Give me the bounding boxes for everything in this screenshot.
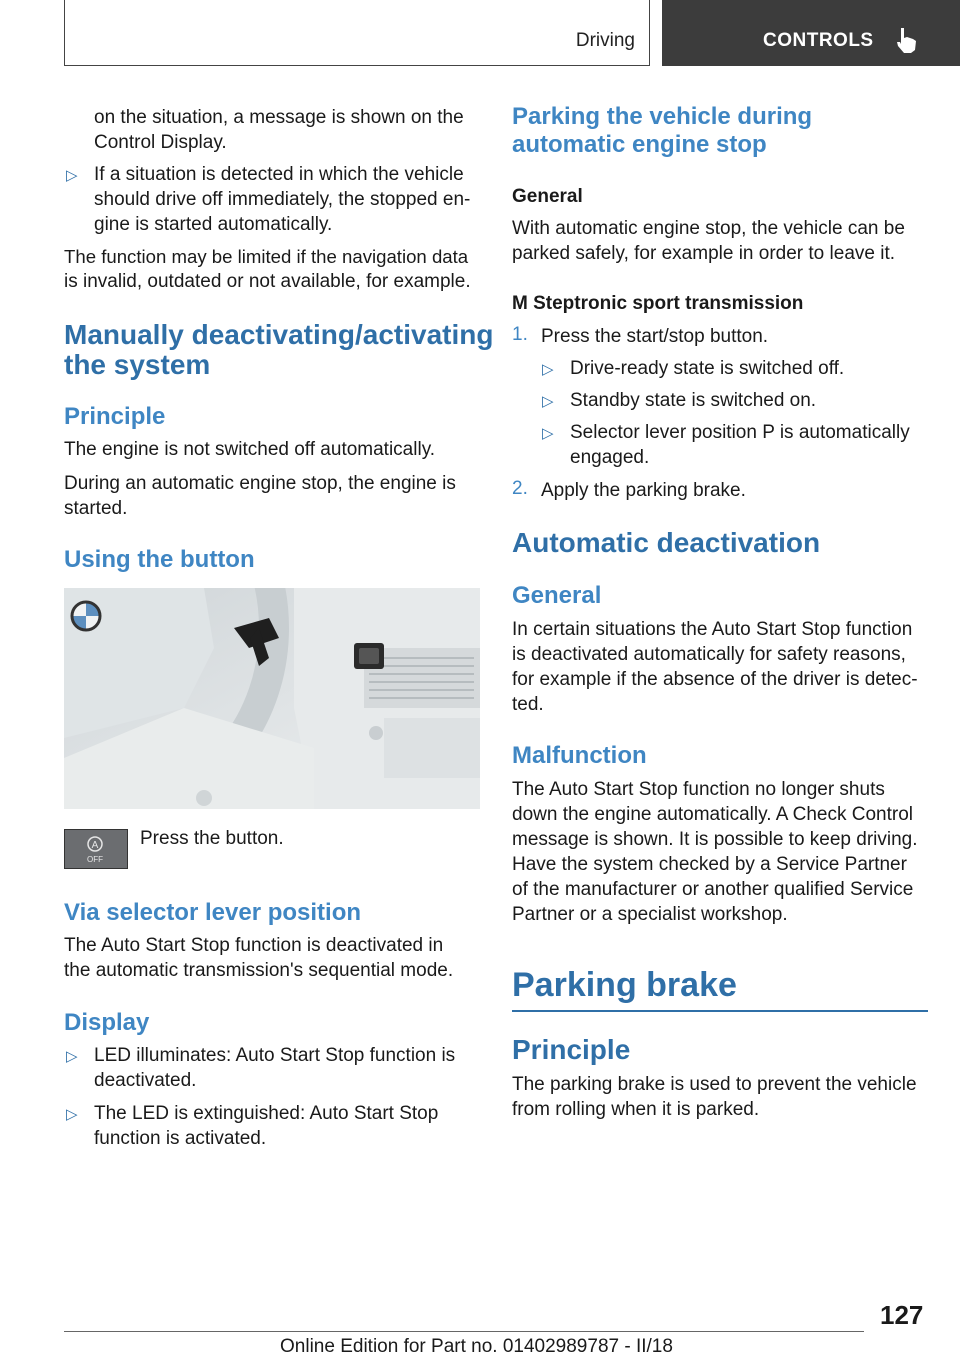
body-text-line: The Auto Start Stop function no longer shuts <box>512 779 885 800</box>
body-text-line: The parking brake is used to prevent the vehicle <box>512 1074 917 1095</box>
sub-bullet-text: Drive-ready state is switched off. <box>570 358 845 379</box>
body-text-line: Have the system checked by a Service Partner <box>512 854 907 875</box>
bullet-text-line: The LED is extinguished: Auto Start Stop <box>94 1103 439 1124</box>
bullet-text-line: gine is started automatically. <box>94 214 333 235</box>
body-text-line: parked safely, for example in order to leave it. <box>512 243 896 264</box>
pointing-hand-icon <box>894 26 920 54</box>
heading-parking-brake: Parking brake <box>512 966 737 1004</box>
heading-manual-deactivating-2: the system <box>64 349 211 380</box>
continued-text-line: Control Display. <box>94 132 227 153</box>
sub-bullet-text: engaged. <box>570 447 650 468</box>
bullet-triangle-icon: ▷ <box>66 1048 78 1065</box>
footer-divider <box>64 1331 864 1332</box>
page-header <box>0 0 960 66</box>
bullet-text-line: should drive off immediately, the stopped en‐ <box>94 189 471 210</box>
bullet-triangle-icon: ▷ <box>542 393 554 410</box>
heading-general-2: General <box>512 582 602 609</box>
footer-edition-text: Online Edition for Part no. 01402989787 - II/18 <box>280 1336 673 1357</box>
dashboard-illustration <box>64 588 480 809</box>
heading-malfunction: Malfunction <box>512 742 647 769</box>
bullet-text-line: If a situation is detected in which the vehicle <box>94 164 464 185</box>
body-text-line: ted. <box>512 694 544 715</box>
auto-start-stop-off-icon <box>64 829 128 869</box>
body-text-line: of the manufacturer or another qualified Service <box>512 879 914 900</box>
heading-display: Display <box>64 1009 150 1036</box>
icon-off-label: OFF <box>87 855 103 864</box>
auto-start-stop-symbol <box>65 830 126 867</box>
heading-via-selector-lever: Via selector lever position <box>64 899 362 926</box>
bullet-triangle-icon: ▷ <box>66 1106 78 1123</box>
bullet-triangle-icon: ▷ <box>542 425 554 442</box>
header-section-box <box>64 0 650 66</box>
heading-manual-deactivating: Manually deactivating/activating <box>64 319 494 350</box>
body-text-line: down the engine automatically. A Check Control <box>512 804 913 825</box>
bullet-triangle-icon: ▷ <box>66 167 78 184</box>
step-text: Press the start/stop button. <box>541 326 769 347</box>
page-number: 127 <box>880 1300 924 1330</box>
step-text: Apply the parking brake. <box>541 480 746 501</box>
body-text-line: for example if the absence of the driver is detec‐ <box>512 669 918 690</box>
heading-automatic-deactivation: Automatic deactivation <box>512 527 821 558</box>
body-text-line: In certain situations the Auto Start Stop function <box>512 619 913 640</box>
heading-principle-2: Principle <box>512 1034 631 1065</box>
body-text-line: from rolling when it is parked. <box>512 1099 760 1120</box>
heading-m-steptronic: M Steptronic sport transmission <box>512 293 804 314</box>
body-text-line: During an automatic engine stop, the engine is <box>64 473 456 494</box>
step-number: 2. <box>512 478 528 499</box>
sub-bullet-text: Selector lever position P is automatically <box>570 422 910 443</box>
bullet-text-line: LED illuminates: Auto Start Stop function is <box>94 1045 456 1066</box>
header-section-title: Driving <box>575 30 635 51</box>
body-text-line: With automatic engine stop, the vehicle can be <box>512 218 905 239</box>
body-text-line: message is shown. It is possible to keep driving. <box>512 829 918 850</box>
body-text-line: The engine is not switched off automatically. <box>64 439 436 460</box>
heading-general: General <box>512 186 583 207</box>
continued-text-line: on the situation, a message is shown on the <box>94 107 464 128</box>
bullet-text-line: deactivated. <box>94 1070 197 1091</box>
body-text-line: started. <box>64 498 128 519</box>
header-chapter-box <box>662 0 960 66</box>
icon-letter-a: A <box>91 840 99 851</box>
heading-using-the-button: Using the button <box>64 546 255 573</box>
dashboard-photo <box>64 588 480 809</box>
heading-parking-during-stop-2: automatic engine stop <box>512 131 767 158</box>
body-text-line: The function may be limited if the navigation data <box>64 246 469 267</box>
body-text-line: Partner or a specialist workshop. <box>512 904 788 925</box>
heading-parking-during-stop: Parking the vehicle during <box>512 103 813 130</box>
press-button-text: Press the button. <box>140 828 284 849</box>
bullet-text-line: function is activated. <box>94 1128 267 1149</box>
bullet-triangle-icon: ▷ <box>542 361 554 378</box>
heading-principle: Principle <box>64 403 166 430</box>
sub-bullet-text: Standby state is switched on. <box>570 390 817 411</box>
body-text-line: is invalid, outdated or not available, for example. <box>64 271 471 292</box>
header-chapter-title: CONTROLS <box>763 30 874 51</box>
step-number: 1. <box>512 324 528 345</box>
body-text-line: The Auto Start Stop function is deactivated in <box>64 935 444 956</box>
section-divider <box>512 1010 928 1012</box>
body-text-line: is deactivated automatically for safety reasons, <box>512 644 906 665</box>
body-text-line: the automatic transmission's sequential mode. <box>64 960 454 981</box>
